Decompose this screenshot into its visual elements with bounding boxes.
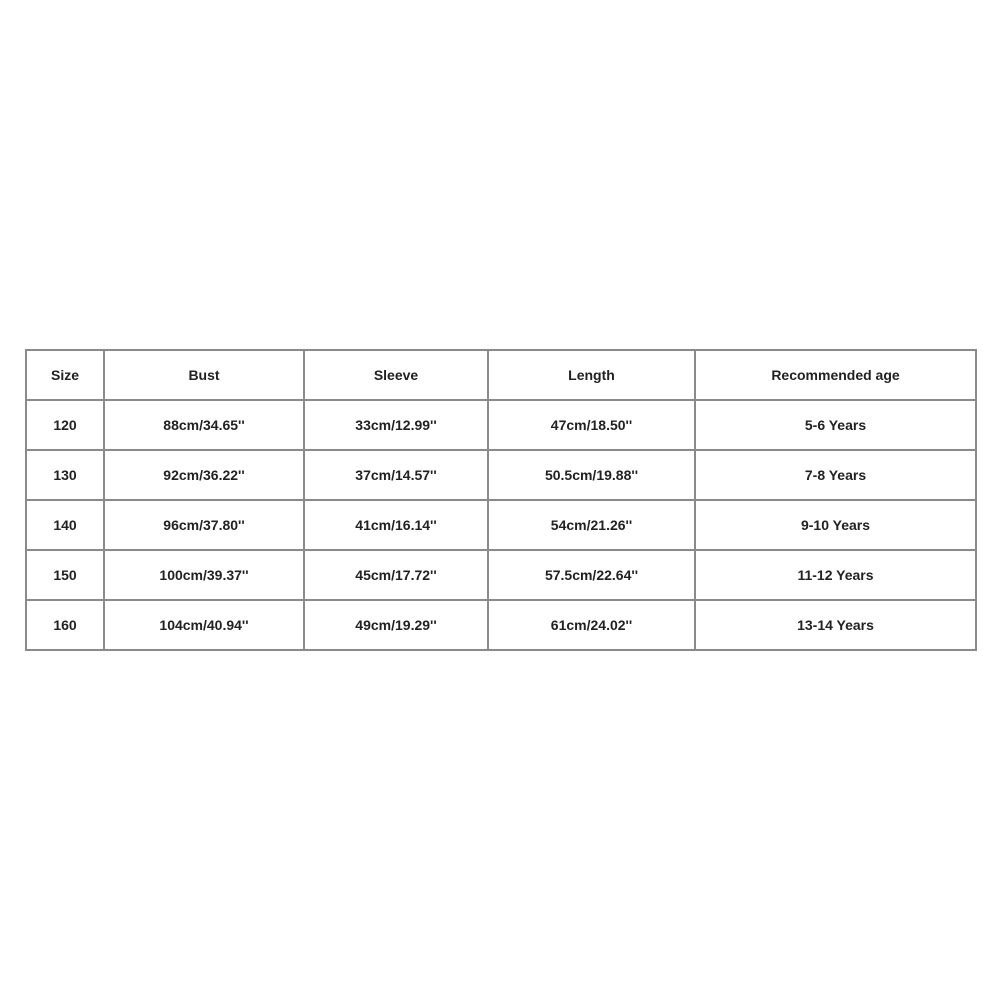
- cell-length: 50.5cm/19.88'': [488, 450, 695, 500]
- cell-size: 120: [26, 400, 104, 450]
- cell-length: 47cm/18.50'': [488, 400, 695, 450]
- table-header: [26, 350, 976, 400]
- header-size: Size: [26, 350, 104, 400]
- cell-bust: 88cm/34.65'': [104, 400, 304, 450]
- header-row: [26, 350, 976, 400]
- cell-bust: 92cm/36.22'': [104, 450, 304, 500]
- cell-age: 9-10 Years: [695, 500, 976, 550]
- cell-size: 130: [26, 450, 104, 500]
- cell-age: 13-14 Years: [695, 600, 976, 650]
- table-body: [26, 400, 976, 650]
- cell-bust: 100cm/39.37'': [104, 550, 304, 600]
- cell-bust: 104cm/40.94'': [104, 600, 304, 650]
- table-row: [26, 500, 976, 550]
- header-recommended-age: Recommended age: [695, 350, 976, 400]
- table-row: [26, 450, 976, 500]
- header-length: Length: [488, 350, 695, 400]
- table-row: [26, 400, 976, 450]
- header-bust: Bust: [104, 350, 304, 400]
- cell-length: 61cm/24.02'': [488, 600, 695, 650]
- cell-sleeve: 49cm/19.29'': [304, 600, 488, 650]
- cell-sleeve: 37cm/14.57'': [304, 450, 488, 500]
- cell-age: 7-8 Years: [695, 450, 976, 500]
- cell-age: 11-12 Years: [695, 550, 976, 600]
- table-row: [26, 550, 976, 600]
- cell-bust: 96cm/37.80'': [104, 500, 304, 550]
- cell-sleeve: 45cm/17.72'': [304, 550, 488, 600]
- cell-age: 5-6 Years: [695, 400, 976, 450]
- cell-length: 54cm/21.26'': [488, 500, 695, 550]
- cell-size: 140: [26, 500, 104, 550]
- cell-length: 57.5cm/22.64'': [488, 550, 695, 600]
- size-chart-table: [25, 349, 977, 651]
- cell-size: 150: [26, 550, 104, 600]
- cell-size: 160: [26, 600, 104, 650]
- header-sleeve: Sleeve: [304, 350, 488, 400]
- table-row: [26, 600, 976, 650]
- cell-sleeve: 41cm/16.14'': [304, 500, 488, 550]
- cell-sleeve: 33cm/12.99'': [304, 400, 488, 450]
